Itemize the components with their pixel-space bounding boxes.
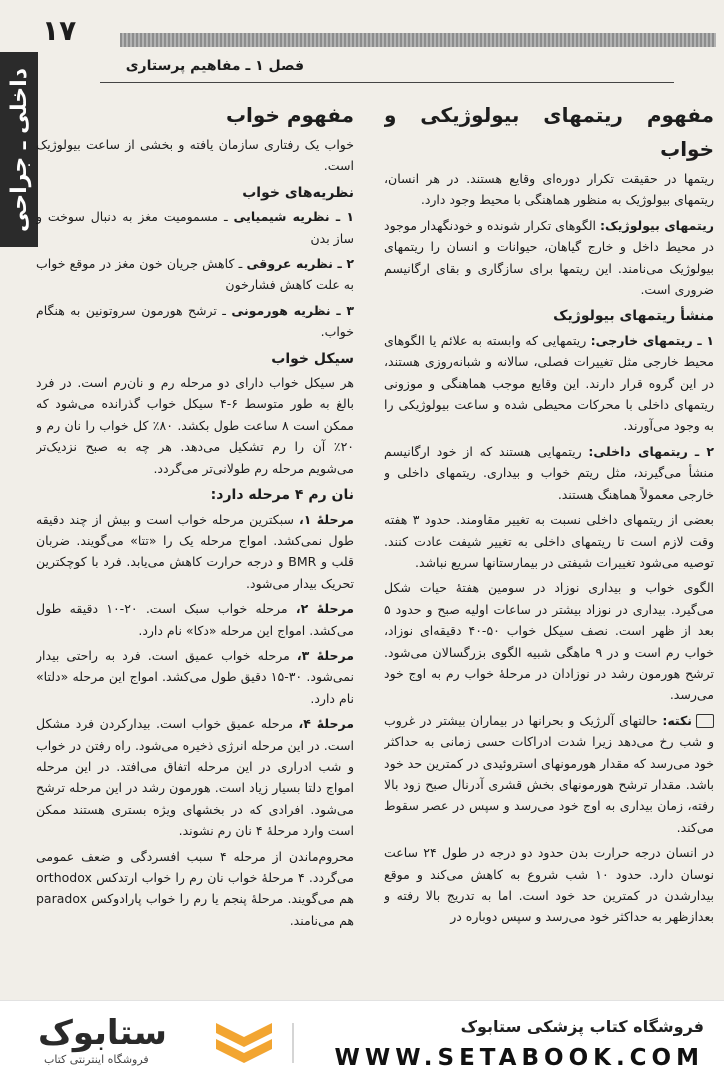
- term: نکته:: [662, 712, 692, 728]
- footer-divider: [292, 1023, 294, 1063]
- subheading-origin: منشأ ریتمهای بیولوژیک: [553, 308, 714, 325]
- page-number: ۱۷: [42, 14, 77, 47]
- term: ۱ ـ ریتمهای خارجی:: [590, 332, 714, 348]
- paragraph: در انسان درجه حرارت بدن حدود دو درجه در طول ۲۴ ساعت نوسان دارد. حدود ۱۰ شب شروع به کاهش می‌کند و موقع بیدارشدن در کمترین حد خود است. اما به تدریج بالا رفته و بعدازظهر به حداکثر خود می‌رسد و سپس دوباره در: [384, 845, 714, 925]
- section-title-rhythms: مفهوم ریتمهای بیولوژیکی و خواب: [384, 103, 714, 161]
- paragraph-text: ـ مسمومیت مغز به دنبال سوخت و ساز بدن: [36, 209, 354, 246]
- term: مرحلهٔ ۳،: [296, 647, 354, 663]
- paragraph: [384, 441, 714, 505]
- paragraph: [36, 300, 354, 343]
- store-footer: [0, 1000, 724, 1081]
- paragraph-text: مرحله خواب عمیق است. فرد به راحتی بیدار نمی‌شود. ۳۰-۱۵ دقیق طول می‌کشد. امواج این مرحله «دلتا» نام دارد.: [36, 647, 354, 706]
- subheading-cycle: سیکل خواب: [271, 350, 354, 367]
- term: ۲ ـ ریتمهای داخلی:: [588, 443, 714, 459]
- paragraph: هر سیکل خواب دارای دو مرحله رم و نان‌رم است. در فرد بالغ به طور متوسط ۶-۴ سیکل خواب گذرانده می‌شود که ممکن است ۸ ساعت طول بکشد. ۸۰٪ کل خواب را نان رم و ۲۰٪ آن را رم تشکیل می‌دهد. هر چه به صبح نزدیک‌تر می‌شویم مرحله رم طولانی‌تر می‌گردد.: [36, 375, 354, 476]
- section-title-sleep: مفهوم خواب: [225, 103, 354, 127]
- book-chevron-logo-icon[interactable]: [212, 1017, 276, 1067]
- paragraph-text: الگوهای تکرار شونده و خودنگهدار موجود در محیط داخل و خارج گیاهان، حیوانات و انسان را ریتمهای بیولوژیک می‌نامند. این ریتمها برای سازگاری و بقای ارگانیسم ضروری است.: [384, 217, 714, 298]
- term: مرحلهٔ ۴،: [298, 716, 354, 732]
- paragraph: [384, 330, 714, 437]
- paragraph: بعضی از ریتمهای داخلی نسبت به تغییر مقاومند. حدود ۳ هفته وقت لازم است تا ریتمهای داخلی به تغییر شیفت عادت کنند. توصیه می‌شود تغییرات شیفتی در بیمارستانها سریع نباشد.: [384, 512, 714, 570]
- side-tab: [0, 52, 38, 247]
- left-column: [36, 98, 354, 1000]
- term: مرحلهٔ ۱،: [299, 511, 354, 527]
- paragraph: [36, 598, 354, 641]
- paragraph-text: سبکترین مرحله خواب است و بیش از چند دقیقه طول نمی‌کشد. امواج مرحله یک را «تتا» می‌گویند. ضربان قلب و BMR و درجه حرارت کاهش می‌یابد. فرد با کوچکترین تحریک بیدار می‌شود.: [36, 511, 354, 591]
- paragraph-text: ریتمهایی که وابسته به علائم یا الگوهای محیط خارجی مثل تغییرات فصلی، سالانه و شبانه‌روزی هستند، در این گروه قرار دارند. این وقایع موجب هماهنگی و موزونی ریتمهای داخلی با محرکات محیطی شده و ساعت بیولوژیکی را به وجود می‌آورند.: [384, 332, 714, 434]
- paragraph: خواب یک رفتاری سازمان یافته و بخشی از ساعت بیولوژیک است.: [36, 137, 354, 174]
- paragraph: [384, 215, 714, 301]
- store-title: فروشگاه کتاب پزشکی ستابوک: [460, 1017, 704, 1036]
- paragraph: [36, 509, 354, 595]
- paragraph: [36, 253, 354, 296]
- term: ۳ ـ نظریه هورمونی: [231, 302, 354, 318]
- paragraph-text: مرحله عمیق خواب است. بیدارکردن فرد مشکل است. در این مرحله انرژی ذخیره می‌شود. راه رفتن در خواب و شب ادراری در این مرحله اتفاق می‌افتد. در این مرحله امواج دلتا بسیار زیاد است. هورمون رشد در این مرحله ترشح می‌شود. افرادی که در بخشهای ویژه بستری هستند ممکن است وارد مرحلهٔ ۴ نان رم نشوند.: [36, 716, 354, 839]
- paragraph: [36, 645, 354, 709]
- paragraph-text: ریتمهایی هستند که از خود ارگانیسم منشأ می‌گیرند، مثل ریتم خواب و بیداری. ریتمهای داخلی و خارجی معمولاً هماهنگ هستند.: [384, 443, 714, 502]
- term: ۱ ـ نظریه شیمیایی: [233, 209, 354, 225]
- paragraph: ریتمها در حقیقت تکرار دوره‌ای وقایع هستند. در هر انسان، ریتمهای بیولوژیک به منظور هماهنگی با محیط وجود دارد.: [384, 171, 714, 208]
- paragraph-text: مرحله خواب سبک است. ۲۰-۱۰ دقیقه طول می‌کشد. امواج این مرحله «دکا» نام دارد.: [36, 601, 354, 638]
- paragraph: [36, 206, 354, 249]
- store-logo-subtitle: فروشگاه اینترنتی کتاب: [44, 1053, 149, 1066]
- term: ۲ ـ نظریه عروقی: [246, 256, 354, 272]
- paragraph-text: ـ کاهش جریان خون مغز در موقع خواب به علت کاهش فشارخون: [36, 256, 354, 293]
- chapter-divider: [100, 82, 674, 83]
- store-url-link[interactable]: WWW.SETABOOK.COM: [334, 1045, 704, 1071]
- note-paragraph: [384, 710, 714, 838]
- subheading-nrem: نان رم ۴ مرحله دارد:: [210, 487, 354, 504]
- paragraph: [36, 713, 354, 841]
- term: مرحلهٔ ۲،: [295, 601, 354, 617]
- right-column: [384, 98, 714, 998]
- subheading-theories: نظریه‌های خواب: [242, 184, 354, 201]
- paragraph: الگوی خواب و بیداری نوزاد در سومین هفتهٔ حیات شکل می‌گیرد. بیداری در نوزاد بیشتر در ساعات اولیه صبح و حدود ۵ بعد از ظهر است. نصف سیکل خواب ۵۰-۴۰ دقیقه‌ای نوزاد، خواب رم است و در ۹ ماهگی شبیه الگوی بزرگسالان می‌شود. ترشح هورمون رشد در نوزادان در مرحلهٔ خواب رم به اوج خود می‌رسد.: [384, 580, 714, 703]
- chapter-title: فصل ۱ ـ مفاهیم پرستاری: [125, 58, 304, 74]
- header-bar: [120, 33, 716, 47]
- paragraph-text: حالتهای آلرژیک و بحرانها در بیماران بیشتر در غروب و شب رخ می‌دهد زیرا شدت ادراکات حسی زمانی به حداکثر خود می‌رسد که مقدار هورمونهای استروئیدی در کمترین حد خود باشد. مقدار ترشح هورمونهای بخش قشری آدرنال صبح زود بالا رفته، زمان بیداری به اوج خود می‌رسد و سپس در عصر سقوط می‌کند.: [384, 712, 714, 835]
- term: ریتمهای بیولوژیک:: [600, 217, 714, 233]
- paragraph: محروم‌ماندن از مرحله ۴ سبب افسردگی و ضعف عمومی می‌گردد. ۴ مرحلهٔ خواب نان رم را خواب ارتدکس orthodox هم می‌گویند. مرحلهٔ پنجم یا رم را خواب پارادوکس paradox هم می‌نامند.: [36, 848, 354, 928]
- store-logo-text[interactable]: ستابوک: [38, 1013, 167, 1053]
- note-icon: [696, 714, 714, 728]
- side-tab-label: داخلی ـ جراحی: [6, 67, 32, 232]
- paragraph-text: ـ ترشح هورمون سروتونین به هنگام خواب.: [36, 302, 354, 340]
